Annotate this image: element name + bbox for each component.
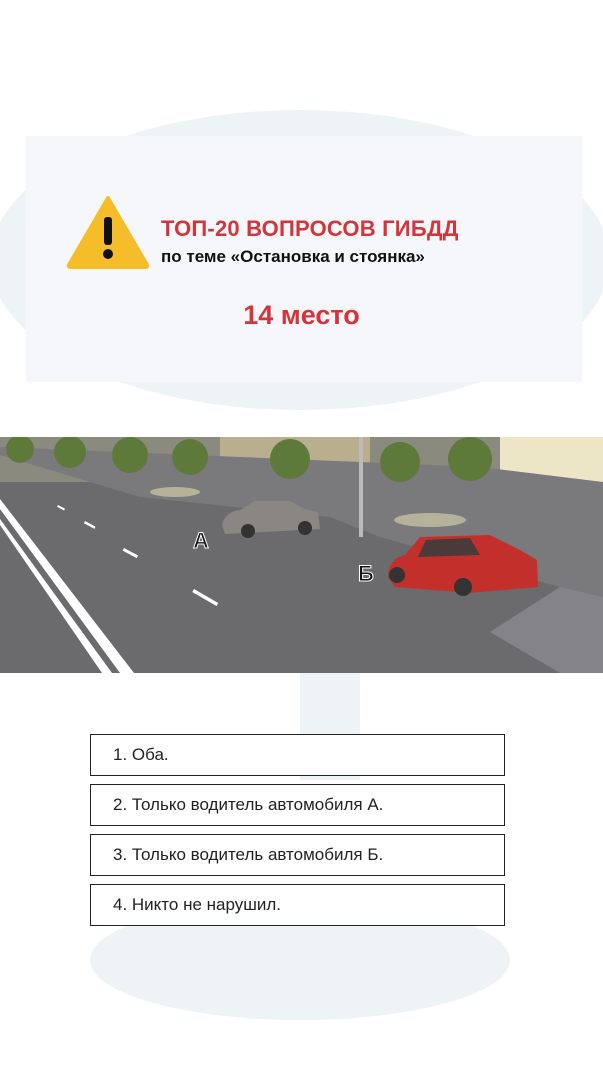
answer-option-4[interactable]: 4. Никто не нарушил. [90, 884, 505, 926]
road-scene-image [0, 437, 603, 673]
answer-option-1[interactable]: 1. Оба. [90, 734, 505, 776]
answer-option-3[interactable]: 3. Только водитель автомобиля Б. [90, 834, 505, 876]
page-subtitle: по теме «Остановка и стоянка» [161, 247, 425, 266]
rank-label [0, 300, 603, 331]
rank-text: 14 место [243, 300, 360, 330]
answer-option-2[interactable]: 2. Только водитель автомобиля А. [90, 784, 505, 826]
warning-icon [66, 195, 150, 269]
label-car-b: Б [358, 561, 374, 586]
label-car-a: А [193, 528, 209, 553]
page-title: ТОП-20 ВОПРОСОВ ГИБДД [161, 216, 459, 241]
